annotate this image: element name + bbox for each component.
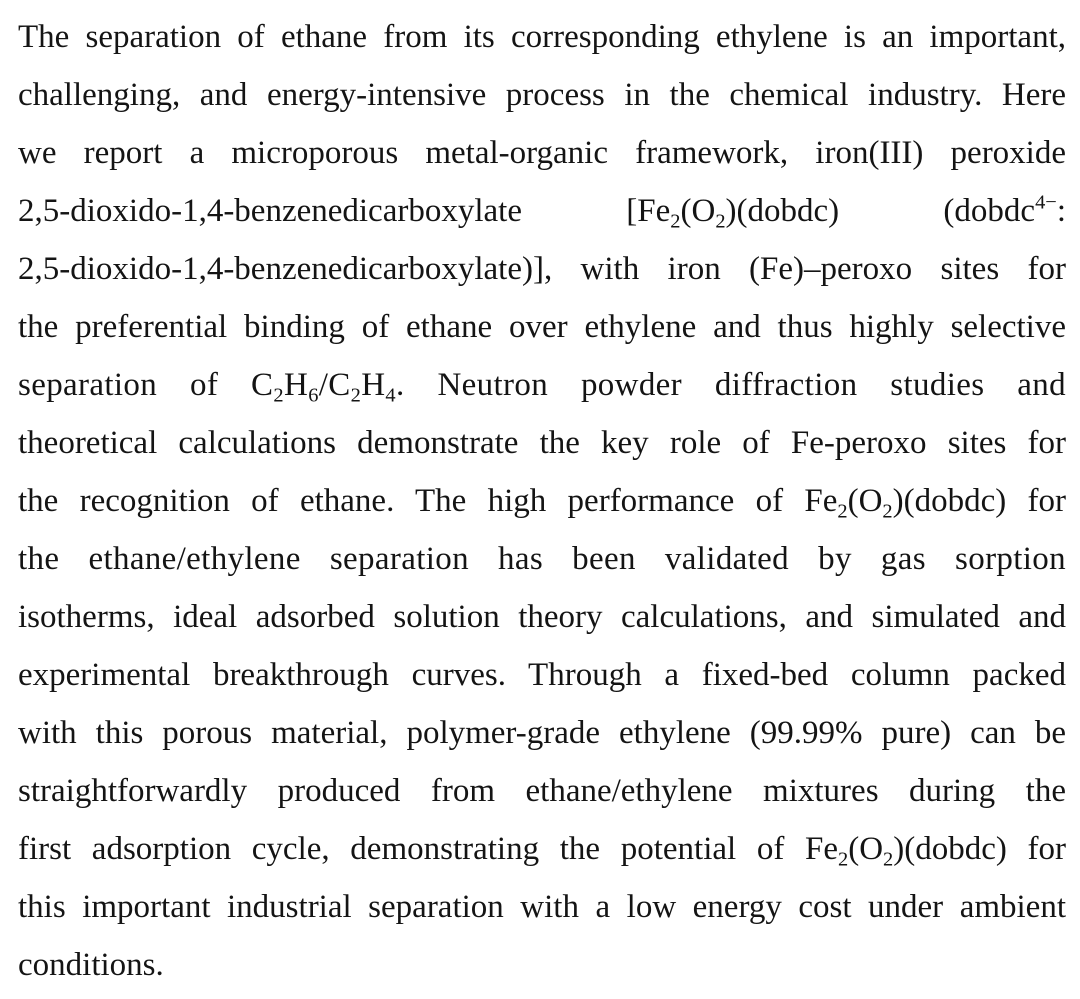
text-run: The separation of ethane from its corresponding ethylene is an important, <box>18 19 1066 55</box>
subscript: 2 <box>670 210 681 233</box>
subscript: 2 <box>273 384 284 407</box>
text-run: 2,5-dioxido-1,4-benzenedicarboxylate)], with iron (Fe)–peroxo sites for <box>18 251 1066 287</box>
superscript: 4− <box>1035 191 1057 214</box>
abstract-text <box>18 8 1066 994</box>
text-line <box>18 356 1066 414</box>
subscript: 2 <box>715 210 726 233</box>
text-run: . Neutron powder diffraction studies and <box>396 367 1066 403</box>
text-line <box>18 704 1066 762</box>
text-line <box>18 414 1066 472</box>
subscript: 2 <box>883 848 894 871</box>
text-run: )(dobdc) for <box>893 831 1066 867</box>
subscript: 6 <box>308 384 319 407</box>
text-run: the ethane/ethylene separation has been validated by gas sorption <box>18 541 1066 577</box>
text-line <box>18 878 1066 936</box>
text-run: 2,5-dioxido-1,4-benzenedicarboxylate [Fe <box>18 193 671 229</box>
text-run: H <box>284 367 309 403</box>
subscript: 4 <box>385 384 396 407</box>
text-run: experimental breakthrough curves. Through a fixed-bed column packed <box>18 657 1066 693</box>
text-run: first adsorption cycle, demonstrating the potential of Fe <box>18 831 838 867</box>
text-run: (O <box>680 193 716 229</box>
text-line <box>18 820 1066 878</box>
text-run: this important industrial separation with a low energy cost under ambient <box>18 889 1066 925</box>
text-line <box>18 530 1066 588</box>
text-run: with this porous material, polymer-grade ethylene (99.99% pure) can be <box>18 715 1066 751</box>
text-run: challenging, and energy-intensive process in the chemical industry. Here <box>18 77 1066 113</box>
text-line <box>18 472 1066 530</box>
text-line <box>18 762 1066 820</box>
text-run: the recognition of ethane. The high performance of Fe <box>18 483 838 519</box>
subscript: 2 <box>882 500 893 523</box>
text-line <box>18 182 1066 240</box>
text-line <box>18 936 1066 994</box>
subscript: 2 <box>837 848 849 871</box>
text-run: : <box>1056 193 1066 229</box>
text-run: )(dobdc) (dobdc <box>725 193 1036 229</box>
text-line <box>18 298 1066 356</box>
text-run: straightforwardly produced from ethane/ethylene mixtures during the <box>18 773 1066 809</box>
text-run: separation of C <box>18 367 274 403</box>
text-run: isotherms, ideal adsorbed solution theory calculations, and simulated and <box>18 599 1066 635</box>
text-run: H <box>361 367 386 403</box>
text-line <box>18 66 1066 124</box>
text-run: /C <box>318 367 351 403</box>
text-run: the preferential binding of ethane over ethylene and thus highly selective <box>18 309 1066 345</box>
text-line <box>18 240 1066 298</box>
text-line <box>18 8 1066 66</box>
subscript: 2 <box>837 500 848 523</box>
text-line <box>18 588 1066 646</box>
text-line <box>18 646 1066 704</box>
text-run: conditions. <box>18 947 164 983</box>
text-run: we report a microporous metal-organic framework, iron(III) peroxide <box>18 135 1066 171</box>
subscript: 2 <box>350 384 362 407</box>
text-run: (O <box>848 831 884 867</box>
text-run: theoretical calculations demonstrate the key role of Fe-peroxo sites for <box>18 425 1066 461</box>
text-run: )(dobdc) for <box>892 483 1067 519</box>
text-line <box>18 124 1066 182</box>
text-run: (O <box>847 483 883 519</box>
